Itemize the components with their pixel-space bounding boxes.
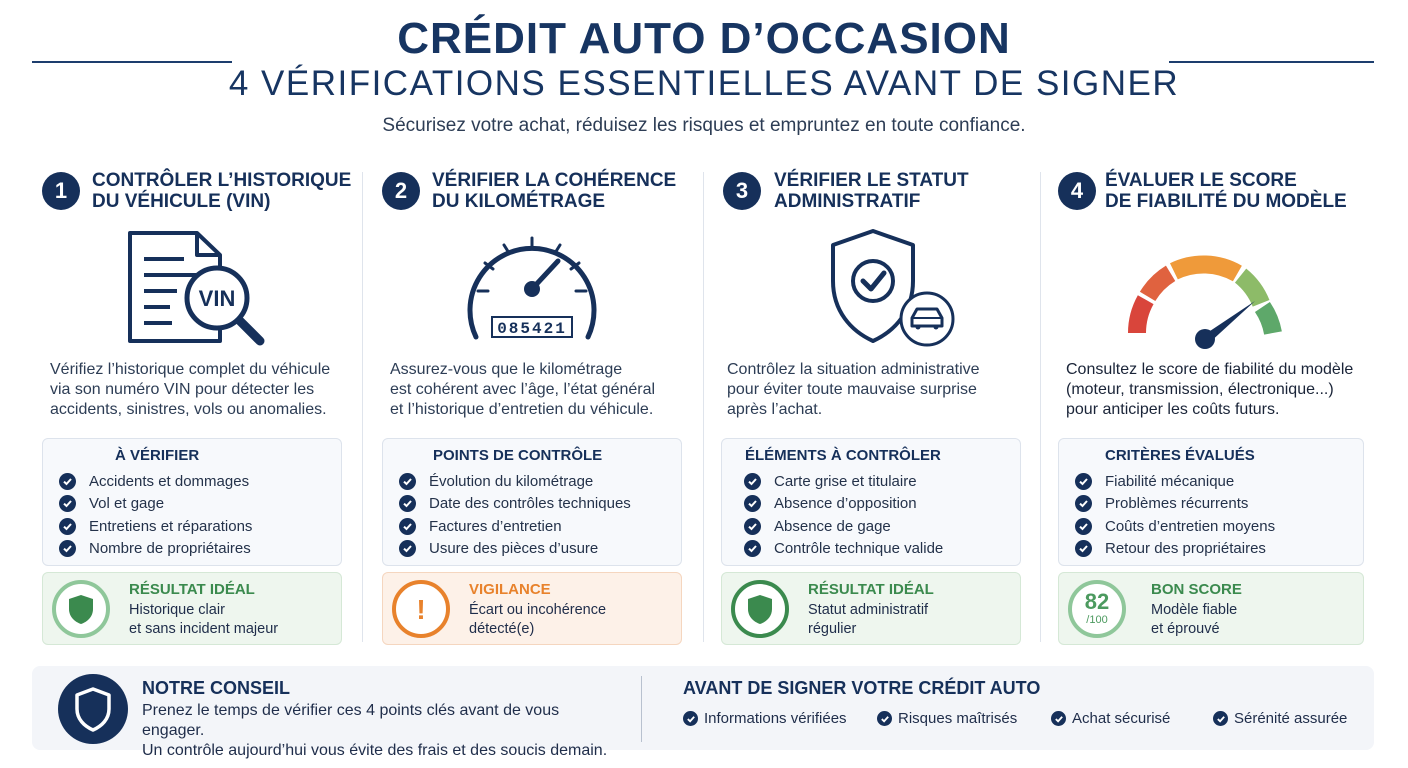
list-item: Évolution du kilométrage [399,470,681,493]
step-heading: CONTRÔLER L’HISTORIQUE DU VÉHICULE (VIN) [92,170,352,212]
checklist-title: À VÉRIFIER [115,447,200,464]
check-icon [1075,518,1092,535]
checklist-box [1058,438,1364,566]
list-item: Usure des pièces d’usure [399,538,681,561]
list-item: Absence d’opposition [744,493,1020,516]
result-box [382,572,682,645]
checklist-title: ÉLÉMENTS À CONTRÔLER [745,447,941,464]
list-item: Contrôle technique valide [744,538,1020,561]
reliability-gauge-icon [1110,223,1290,353]
result-text: Écart ou incohérence détecté(e) [469,602,607,637]
list-item: Absence de gage [744,515,1020,538]
check-icon [59,518,76,535]
step-heading: VÉRIFIER LE STATUT ADMINISTRATIF [774,170,969,212]
step-reliability-score [1058,168,1378,648]
column-divider [362,172,363,642]
step-vin-history [42,168,362,648]
svg-text:!: ! [416,594,426,625]
result-text: Historique clair et sans incident majeur [129,602,279,637]
checklist-title: POINTS DE CONTRÔLE [433,447,603,464]
result-title: BON SCORE [1151,581,1242,598]
page-tagline: Sécurisez votre achat, réduisez les risques et empruntez en toute confiance. [382,115,1026,136]
check-icon [877,711,892,726]
check-icon [1075,495,1092,512]
checklist-title: CRITÈRES ÉVALUÉS [1105,447,1255,464]
svg-text:085421: 085421 [497,320,567,338]
check-icon [683,711,698,726]
result-title: RÉSULTAT IDÉAL [808,581,934,598]
checklist-box [42,438,342,566]
score-value: 82 /100 [1084,589,1110,626]
list-item: Entretiens et réparations [59,515,341,538]
check-icon [744,473,761,490]
list-item: Factures d’entretien [399,515,681,538]
list-item: Accidents et dommages [59,470,341,493]
list-item: Fiabilité mécanique [1075,470,1363,493]
step-description: Consultez le score de fiabilité du modèle (moteur, transmission, électronique...) pour anticiper les coûts futurs. [1066,361,1354,418]
step-number: 3 [723,172,761,210]
footer-divider [641,676,642,742]
speedometer-icon [442,223,622,353]
advice-banner [32,666,1374,759]
check-icon [399,473,416,490]
check-icon [744,540,761,557]
badge: Achat sécurisé [1051,710,1170,727]
check-icon [399,518,416,535]
checklist [59,470,341,560]
check-icon [1051,711,1066,726]
list-item: Coûts d’entretien moyens [1075,515,1363,538]
shield-ok-icon [730,579,790,639]
step-number: 2 [382,172,420,210]
badge: Risques maîtrisés [877,710,1017,727]
page-subtitle: 4 VÉRIFICATIONS ESSENTIELLES AVANT DE SIGNER [228,64,1180,103]
assurance-badges [683,710,1363,730]
check-icon [59,540,76,557]
step-admin-status [721,168,1041,648]
vin-document-magnifier-icon [102,223,282,353]
check-icon [59,495,76,512]
svg-text:VIN: VIN [198,286,236,311]
shield-check-car-icon [781,223,961,353]
advice-title: NOTRE CONSEIL [142,678,291,698]
step-description: Vérifiez l’historique complet du véhicule via son numéro VIN pour détecter les accidents, sinistres, vols ou anomalies. [50,361,331,418]
check-icon [59,473,76,490]
badge: Sérénité assurée [1213,710,1347,727]
result-text: Modèle fiable et éprouvé [1151,602,1238,637]
step-heading: VÉRIFIER LA COHÉRENCE DU KILOMÉTRAGE [432,170,677,212]
step-description: Contrôlez la situation administrative pour éviter toute mauvaise surprise après l’achat. [727,361,980,418]
result-title: RÉSULTAT IDÉAL [129,581,255,598]
result-box [42,572,342,645]
result-title: VIGILANCE [469,581,551,598]
result-box [1058,572,1364,645]
page-title: CRÉDIT AUTO D’OCCASION [397,14,1011,63]
step-description: Assurez-vous que le kilométrage est cohérent avec l’âge, l’état général et l’historique d’entretien du véhicule. [390,361,656,418]
check-icon [1075,540,1092,557]
list-item: Date des contrôles techniques [399,493,681,516]
step-mileage [382,168,702,648]
checklist [738,470,1020,560]
sign-title: AVANT DE SIGNER VOTRE CRÉDIT AUTO [683,678,1041,698]
list-item: Nombre de propriétaires [59,538,341,561]
list-item: Problèmes récurrents [1075,493,1363,516]
step-number: 1 [42,172,80,210]
check-icon [744,518,761,535]
checklist [1075,470,1363,560]
checklist [399,470,681,560]
check-icon [1213,711,1228,726]
advice-text: Prenez le temps de vérifier ces 4 points clés avant de vous engager. Un contrôle aujourd’hui vous évite des frais et des soucis demain. [142,702,608,759]
step-number: 4 [1058,172,1096,210]
check-icon [1075,473,1092,490]
shield-ok-icon [51,579,111,639]
step-heading: ÉVALUER LE SCORE DE FIABILITÉ DU MODÈLE [1105,170,1347,212]
badge: Informations vérifiées [683,710,847,727]
check-icon [399,540,416,557]
list-item: Carte grise et titulaire [744,470,1020,493]
check-icon [399,495,416,512]
result-box [721,572,1021,645]
column-divider [703,172,704,642]
check-icon [744,495,761,512]
result-text: Statut administratif régulier [808,602,929,637]
list-item: Vol et gage [59,493,341,516]
warning-icon [391,579,451,639]
list-item: Retour des propriétaires [1075,538,1363,561]
shield-icon [58,674,128,744]
checklist-box [382,438,682,566]
checklist-box [721,438,1021,566]
